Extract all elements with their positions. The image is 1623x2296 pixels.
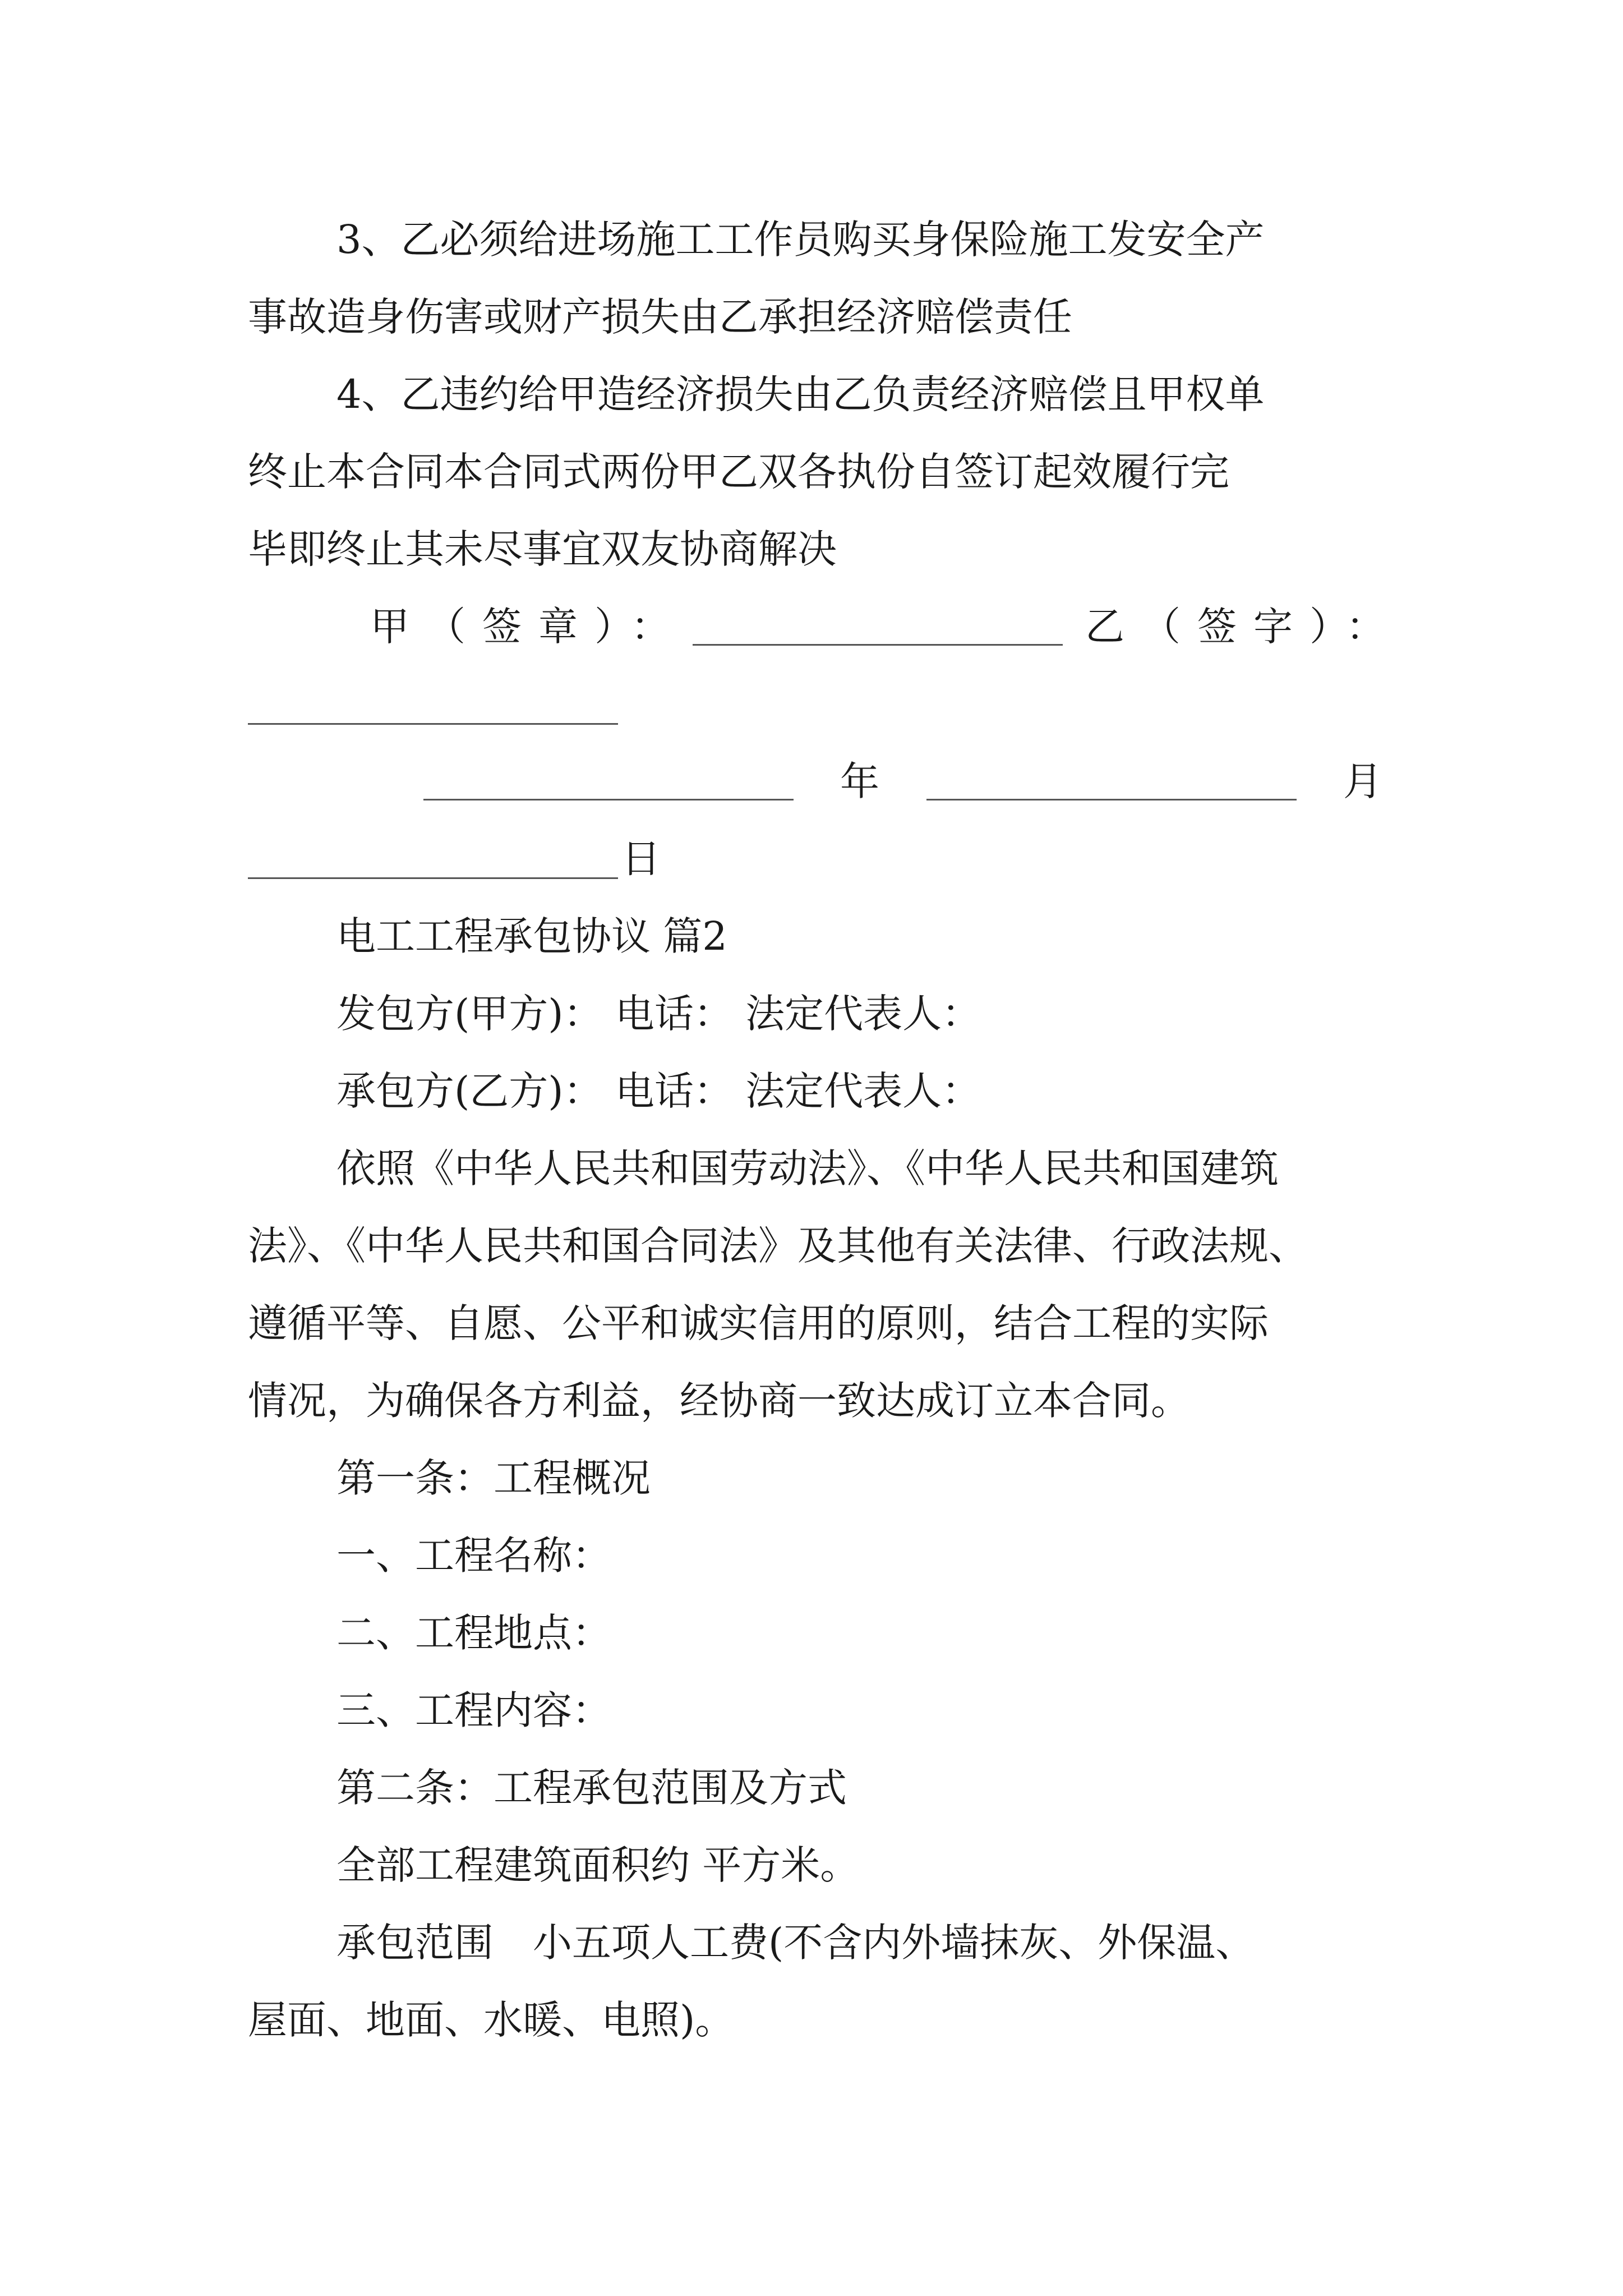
project-name-item: 一、工程名称： <box>336 1533 611 1579</box>
article-2-heading: 第二条：工程承包范围及方式 <box>336 1765 847 1811</box>
legal-basis-line-1: 依照《中华人民共和国劳动法》、《中华人民共和国建筑 <box>336 1145 1279 1191</box>
party-b-signature-blank <box>248 721 618 725</box>
month-label: 月 <box>1343 758 1382 804</box>
project-content-item: 三、工程内容： <box>336 1687 611 1733</box>
year-blank <box>423 797 794 800</box>
party-a-signature-label: 甲（签章）： <box>370 604 687 650</box>
year-label: 年 <box>840 758 879 804</box>
section-heading: 电工工程承包协议 篇2 <box>336 913 727 959</box>
scope-line-1: 承包范围 小五项人工费(不含内外墙抹灰、外保温、 <box>336 1920 1255 1966</box>
day-label: 日 <box>621 836 661 882</box>
project-location-item: 二、工程地点： <box>336 1610 611 1656</box>
clause-3-line-2: 事故造身伤害或财产损失由乙承担经济赔偿责任 <box>248 294 1072 340</box>
day-blank <box>248 875 618 879</box>
legal-basis-line-2: 法》、《中华人民共和国合同法》及其他有关法律、行政法规、 <box>248 1223 1308 1269</box>
clause-4-line-2: 终止本合同本合同式两份甲乙双各执份自签订起效履行完 <box>248 449 1229 495</box>
month-blank <box>926 797 1297 800</box>
party-b-signature-label: 乙（签字）： <box>1085 604 1402 650</box>
party-a-signature-blank <box>693 642 1063 646</box>
party-b-info-line: 承包方(乙方)： 电话： 法定代表人： <box>336 1068 981 1114</box>
party-a-info-line: 发包方(甲方)： 电话： 法定代表人： <box>336 991 981 1037</box>
legal-basis-line-3: 遵循平等、自愿、公平和诚实信用的原则，结合工程的实际 <box>248 1300 1269 1346</box>
legal-basis-line-4: 情况，为确保各方利益，经协商一致达成订立本合同。 <box>248 1378 1190 1424</box>
clause-4-line-1: 4、乙违约给甲造经济损失由乙负责经济赔偿且甲权单 <box>336 371 1265 417</box>
scope-line-2: 屋面、地面、水暖、电照)。 <box>248 1997 735 2043</box>
building-area-line: 全部工程建筑面积约 平方米。 <box>336 1842 860 1888</box>
clause-4-line-3: 毕即终止其未尽事宜双友协商解决 <box>248 526 837 572</box>
article-1-heading: 第一条：工程概况 <box>336 1455 651 1501</box>
clause-3-line-1: 3、乙必须给进场施工工作员购买身保险施工发安全产 <box>336 217 1265 263</box>
